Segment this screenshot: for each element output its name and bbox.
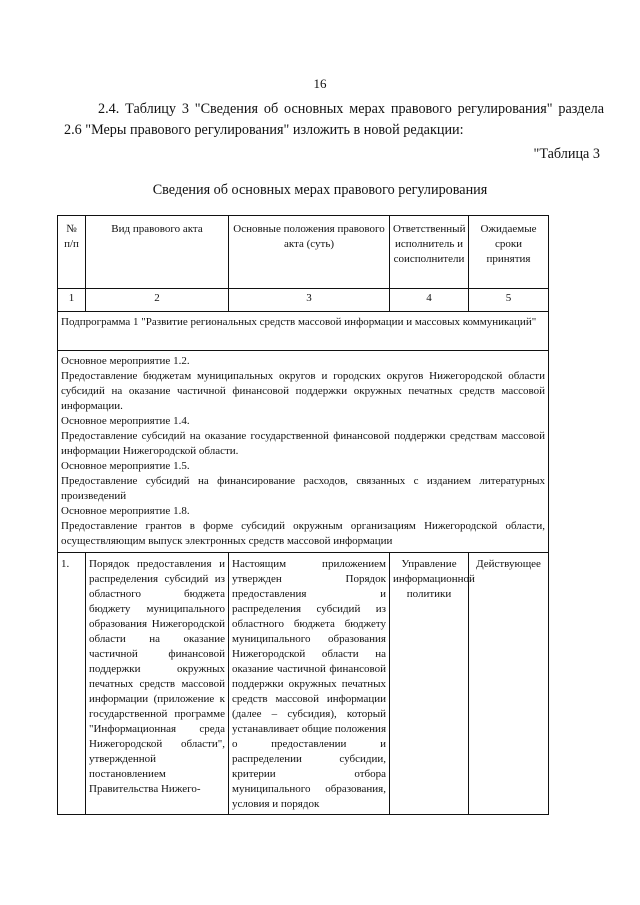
- column-number: 1: [58, 289, 86, 312]
- row-provisions: Настоящим приложением утвержден Порядок предоставления и распределения субсидий из областного бюджета бюджету муниципального образования Нижегородской области на оказание частичной финансовой поддержки окружных печатных средств массовой информации (далее – субсидия), который устанавливает общие положения о предоставлении и распределении субсидии, критерии отбора муниципального образования, условия и порядок: [229, 553, 390, 815]
- column-number-row: [58, 289, 549, 312]
- event-heading: Основное мероприятие 1.5.: [61, 460, 190, 472]
- events-cell: [58, 351, 549, 553]
- event-heading: Основное мероприятие 1.2.: [61, 355, 190, 367]
- event-description: Предоставление субсидий на финансирование расходов, связанных с изданием литературных произведений: [61, 475, 545, 502]
- table-label: "Таблица 3: [533, 146, 600, 162]
- events-row: [58, 351, 549, 553]
- event-description: Предоставление бюджетам муниципальных округов и городских округов Нижегородской области субсидий на оказание частичной финансовой поддержки окружных печатных средств массовой информации.: [61, 370, 545, 412]
- table-row: [58, 553, 549, 815]
- table-header-row: [58, 216, 549, 289]
- intro-paragraph: 2.4. Таблицу 3 "Сведения об основных мерах правового регулирования" раздела 2.6 "Меры правового регулирования" изложить в новой редакции:: [64, 101, 604, 138]
- row-act-type: Порядок предоставления и распределения субсидий из областного бюджета бюджету муниципального образования Нижегородской области на оказание частичной финансовой поддержки окружных печатных средств массовой информации (приложение к государственной программе "Информационная среда Нижегородской области", утвержденной постановлением Правительства Нижего-: [86, 553, 229, 815]
- header-terms: Ожидаемые сроки принятия: [469, 216, 549, 289]
- header-responsible: Ответственный исполнитель и соисполнители: [390, 216, 469, 289]
- header-num: № п/п: [58, 216, 86, 289]
- event-description: Предоставление грантов в форме субсидий окружным организациям Нижегородской области, осуществляющим выпуск электронных средств массовой информации: [61, 520, 545, 547]
- row-num: 1.: [58, 553, 86, 815]
- header-act-type: Вид правового акта: [86, 216, 229, 289]
- column-number: 2: [86, 289, 229, 312]
- row-terms: Действующее: [469, 553, 549, 815]
- event-heading: Основное мероприятие 1.4.: [61, 415, 190, 427]
- header-provisions: Основные положения правового акта (суть): [229, 216, 390, 289]
- page-number: 16: [313, 76, 327, 91]
- event-description: Предоставление субсидий на оказание государственной финансовой поддержки средствам массовой информации Нижегородской области.: [61, 430, 545, 457]
- subprogram-row: [58, 312, 549, 351]
- row-responsible: Управление информационной политики: [390, 553, 469, 815]
- column-number: 4: [390, 289, 469, 312]
- column-number: 5: [469, 289, 549, 312]
- event-heading: Основное мероприятие 1.8.: [61, 505, 190, 517]
- legal-measures-table: [57, 215, 549, 815]
- column-number: 3: [229, 289, 390, 312]
- table-title: Сведения об основных мерах правового регулирования: [152, 182, 488, 198]
- subprogram-title: Подпрограмма 1 "Развитие региональных средств массовой информации и массовых коммуникаций": [58, 312, 549, 351]
